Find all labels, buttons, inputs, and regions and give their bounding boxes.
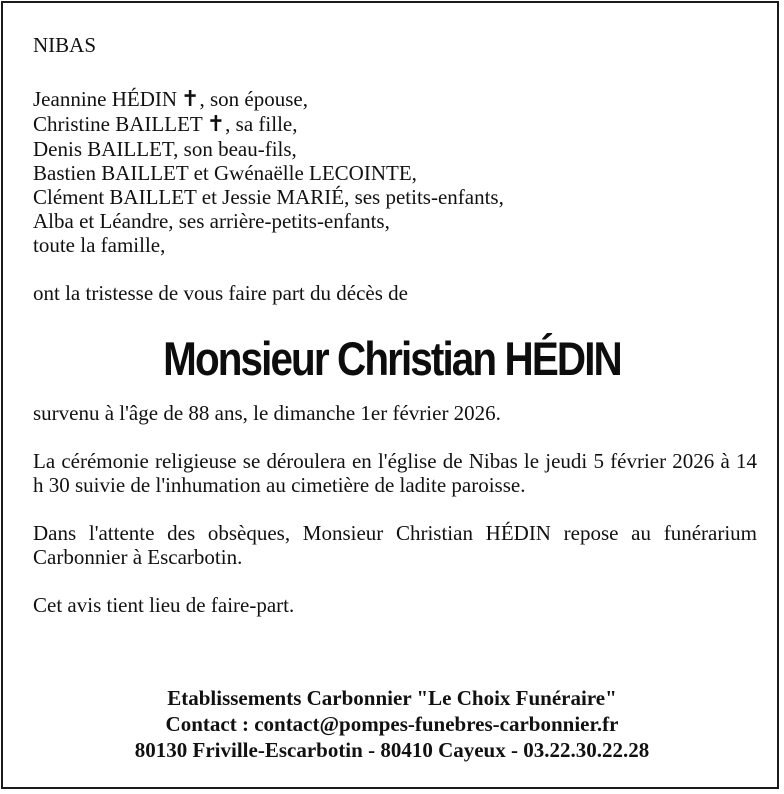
family-member: Jeannine HÉDIN ✝, son épouse, bbox=[33, 87, 308, 112]
family-member: Christine BAILLET ✝, sa fille, bbox=[33, 112, 298, 137]
family-member: Clément BAILLET et Jessie MARIÉ, ses petits-enfants, bbox=[33, 185, 504, 209]
obituary-notice bbox=[1, 1, 779, 789]
cross-icon: ✝ bbox=[206, 112, 226, 137]
family-member: Alba et Léandre, ses arrière-petits-enfants, bbox=[33, 209, 390, 233]
cross-icon: ✝ bbox=[181, 87, 200, 112]
repose-text: Dans l'attente des obsèques, Monsieur Christian HÉDIN repose au funérarium Carbonnier à Escarbotin. bbox=[33, 521, 757, 569]
town-name: NIBAS bbox=[33, 33, 97, 57]
family-member: toute la famille, bbox=[33, 233, 166, 257]
family-member: Denis BAILLET, son beau-fils, bbox=[33, 137, 297, 161]
announcement-text: ont la tristesse de vous faire part du décès de bbox=[33, 281, 408, 305]
contact-email: Contact : contact@pompes-funebres-carbonnier.fr bbox=[165, 712, 619, 736]
funeral-home-footer bbox=[3, 685, 781, 763]
deceased-name: Monsieur Christian HÉDIN bbox=[163, 332, 621, 385]
family-member: Bastien BAILLET et Gwénaëlle LECOINTE, bbox=[33, 161, 417, 185]
ceremony-text: La cérémonie religieuse se déroulera en l'église de Nibas le jeudi 5 février 2026 à 14 h 30 suivie de l'inhumation au cimetière de ladite paroisse. bbox=[33, 449, 757, 497]
age-date-text: survenu à l'âge de 88 ans, le dimanche 1er février 2026. bbox=[33, 401, 501, 425]
address-phone: 80130 Friville-Escarbotin - 80410 Cayeux - 03.22.30.22.28 bbox=[134, 738, 650, 762]
closing-text: Cet avis tient lieu de faire-part. bbox=[33, 593, 295, 617]
company-name: Etablissements Carbonnier "Le Choix Funéraire" bbox=[167, 686, 617, 710]
family-list bbox=[33, 87, 757, 257]
notice-body bbox=[33, 33, 757, 617]
